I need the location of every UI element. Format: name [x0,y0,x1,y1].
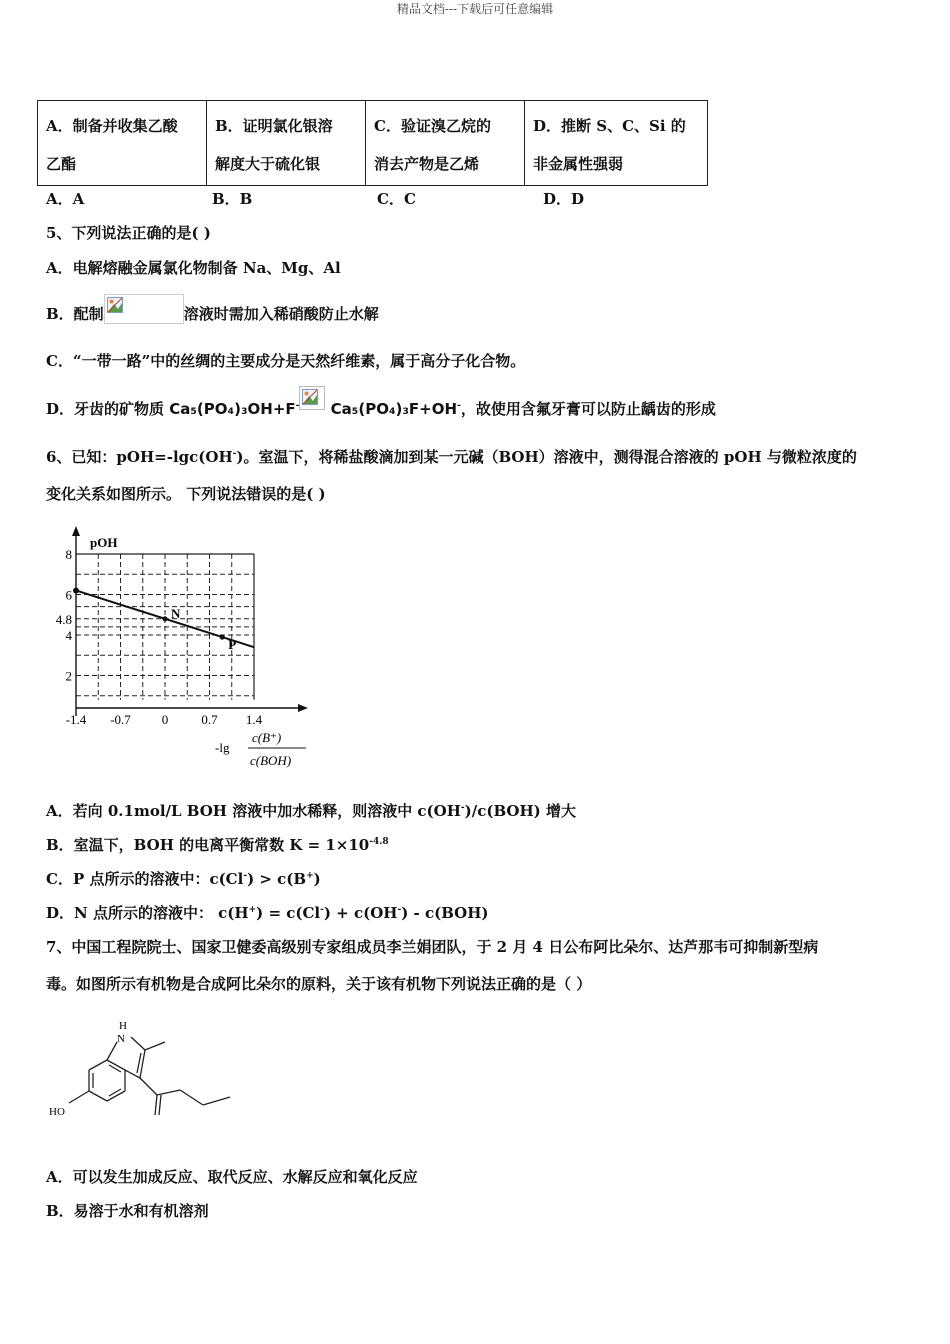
x-axis-label-prefix: -lg [215,740,230,755]
q7-stem-line2: 毒。如图所示有机物是合成阿比朵尔的原料，关于该有机物下列说法正确的是（ ） [46,975,592,993]
atom-ho-label: HO [49,1106,65,1118]
q6-option-d: D．N 点所示的溶液中： c(H+) = c(Cl-) + c(OH-) - c(BOH) [46,904,489,922]
x-tick-label: 1.4 [245,712,263,727]
q5-option-d: D．牙齿的矿物质 Ca₅(PO₄)₃OH+F- Ca₅(PO₄)₃F+OH-，故使用含氟牙膏可以防止龋齿的形成 [46,398,716,422]
q5-option-a: A．电解熔融金属氯化物制备 Na、Mg、Al [46,259,341,277]
q4-answer-d: D．D [543,190,585,208]
reaction-arrow-broken-image-icon [299,386,325,410]
y-axis-arrow [72,526,80,536]
option-cell-a: A．制备并收集乙酸 乙酯 [38,101,207,186]
y-tick-label: 6 [65,587,72,603]
q7-option-b: B．易溶于水和有机溶剂 [46,1202,209,1220]
q5-option-c: C．“一带一路”中的丝绸的主要成分是天然纤维素，属于高分子化合物。 [46,352,526,370]
y-axis-label: pOH [90,535,118,550]
atom-n-label: N [117,1033,125,1045]
x-tick-label: -1.4 [65,712,87,727]
x-tick-label: 0 [161,712,169,727]
x-tick-label: -0.7 [110,712,131,727]
q6-stem-line2: 变化关系如图所示。 下列说法错误的是( ) [46,485,326,503]
x-tick-label: 0.7 [201,712,218,727]
point-n [162,616,167,621]
broken-image-icon [104,294,184,324]
y-tick-label: 2 [65,668,72,684]
chart-series [73,587,254,647]
point-p [220,634,225,639]
point-label-n: N [171,605,181,621]
y-tick-label: 8 [65,547,72,562]
q5-option-b: B．配制 溶液时需加入稀硝酸防止水解 [46,300,379,330]
x-axis-label-denominator: c(BOH) [250,753,292,768]
q4-answer-b: B．B [212,190,253,208]
option-cell-d: D．推断 S、C、Si 的 非金属性强弱 [525,101,708,186]
y-tick-label: 4.8 [55,611,72,627]
series-start-point [73,587,79,593]
indole-molecule-structure [45,1015,245,1140]
q4-answer-a: A．A [46,190,85,208]
poh-chart [40,520,330,780]
y-tick-label: 4 [65,628,72,643]
q7-option-a: A．可以发生加成反应、取代反应、水解反应和氧化反应 [46,1168,418,1186]
option-cell-b: B．证明氯化银溶 解度大于硫化银 [207,101,366,186]
q6-option-b: B．室温下，BOH 的电离平衡常数 $K = 1\times 10^{-4.8}$ [46,836,389,854]
q4-answer-c: C．C [377,190,416,208]
point-label-p: P [228,637,237,653]
x-axis-arrow [298,704,308,712]
q6-stem-line1: 6、已知：pOH=-lgc(OH-)。室温下，将稀盐酸滴加到某一元碱（BOH）溶液中，测得混合溶液的 pOH 与微粒浓度的 [46,448,857,466]
q6-option-c: C．P 点所示的溶液中：c(Cl-) > c(B+) [46,870,321,888]
q5-stem: 5、下列说法正确的是( ) [46,224,211,242]
atom-h-label: H [119,1020,127,1032]
molecule-bonds [69,1037,230,1115]
x-axis-label-numerator: c(B⁺) [252,730,282,745]
chart-labels [56,535,306,768]
option-cell-c: C．验证溴乙烷的 消去产物是乙烯 [366,101,525,186]
chart-grid [76,554,254,700]
q7-stem-line1: 7、中国工程院院士、国家卫健委高级别专家组成员李兰娟团队，于 2 月 4 日公布阿比朵尔、达芦那韦可抑制新型病 [46,938,819,956]
page-header: 精品文档---下载后可任意编辑 [396,2,554,16]
experiment-options-table [37,100,708,186]
q6-option-a: A．若向 0.1mol/L BOH 溶液中加水稀释，则溶液中 c(OH-)/c(BOH) 增大 [46,802,576,820]
